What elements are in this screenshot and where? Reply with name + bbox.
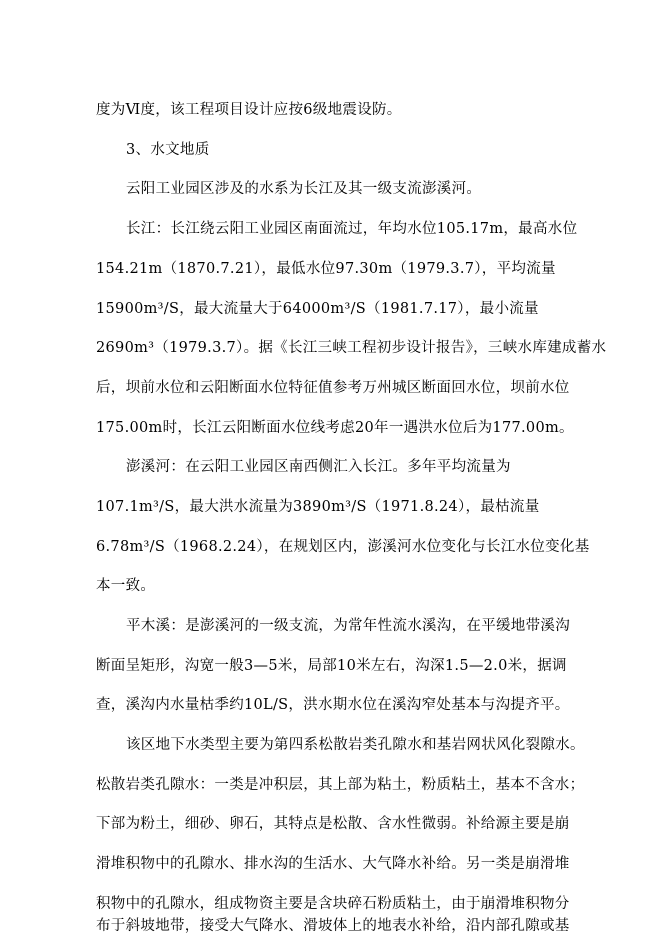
text-line-18: 松散岩类孔隙水：一类是冲积层，其上部为粘土，粉质粘土，基本不含水； — [96, 777, 585, 793]
text-line-8: 后，坝前水位和云阳断面水位特征值参考万州城区断面回水位，坝前水位 — [96, 380, 570, 396]
text-line-15: 断面呈矩形，沟宽一般3—5米，局部10米左右，沟深1.5—2.0米，据调 — [96, 658, 567, 674]
text-line-7: 2690m³（1979.3.7）。据《长江三峡工程初步设计报告》，三峡水库建成蓄水 — [96, 340, 607, 356]
text-line-3: 云阳工业园区涉及的水系为长江及其一级支流澎溪河。 — [126, 181, 482, 197]
text-line-16: 查，溪沟内水量枯季约10L/S，洪水期水位在溪沟窄处基本与沟提齐平。 — [96, 697, 570, 713]
text-line-6: 15900m³/S，最大流量大于64000m³/S（1981.7.17），最小流量 — [96, 301, 539, 317]
text-line-12: 6.78m³/S（1968.2.24），在规划区内，澎溪河水位变化与长江水位变化基 — [96, 539, 590, 555]
text-line-9: 175.00m时，长江云阳断面水位线考虑20年一遇洪水位后为177.00m。 — [96, 420, 574, 436]
text-line-19: 下部为粉土，细砂、卵石，其特点是松散、含水性微弱。补给源主要是崩 — [96, 816, 570, 832]
text-line-17: 该区地下水类型主要为第四系松散岩类孔隙水和基岩网状风化裂隙水。 — [126, 737, 585, 753]
text-line-20: 滑堆积物中的孔隙水、排水沟的生活水、大气降水补给。另一类是崩滑堆 — [96, 856, 570, 872]
text-line-4: 长江：长江绕云阳工业园区南面流过，年均水位105.17m，最高水位 — [126, 221, 578, 237]
text-line-1: 度为Ⅵ度，该工程项目设计应按6级地震设防。 — [96, 102, 402, 118]
text-line-21: 积物中的孔隙水，组成物资主要是含块碎石粉质粘土，由于崩滑堆积物分 — [96, 896, 570, 912]
text-line-11: 107.1m³/S，最大洪水流量为3890m³/S（1971.8.24），最枯流量 — [96, 499, 540, 515]
text-line-14: 平木溪：是澎溪河的一级支流，为常年性流水溪沟，在平缓地带溪沟 — [126, 618, 570, 634]
text-line-10: 澎溪河：在云阳工业园区南西侧汇入长江。多年平均流量为 — [126, 459, 511, 475]
text-line-22: 布于斜坡地带，接受大气降水、滑坡体上的地表水补给，沿内部孔隙或基 — [96, 918, 570, 934]
section-heading: 3、水文地质 — [126, 142, 210, 158]
text-line-13: 本一致。 — [96, 578, 156, 594]
text-line-5: 154.21m（1870.7.21），最低水位97.30m（1979.3.7），平均流量 — [96, 261, 556, 277]
